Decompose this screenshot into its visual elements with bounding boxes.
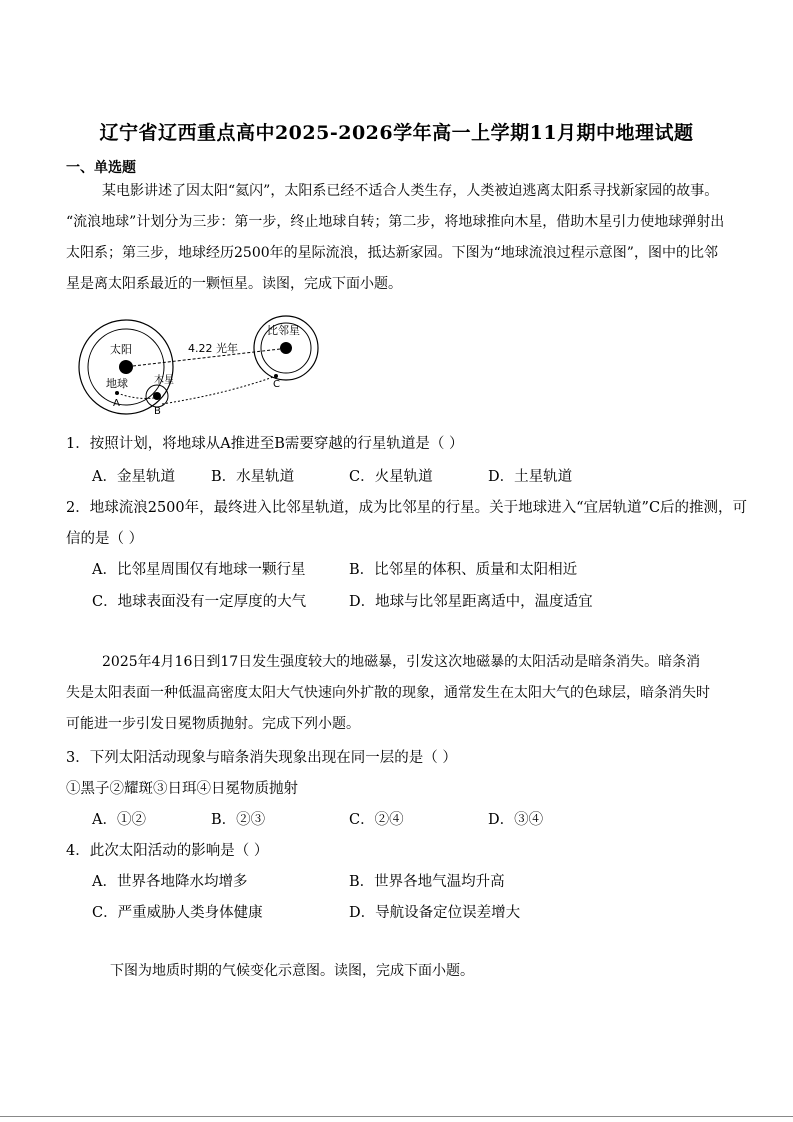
question-4-option-d: D．导航设备定位误差增大 xyxy=(349,905,521,921)
passage2-line-2: 失是太阳表面一种低温高密度太阳大气快速向外扩散的现象，通常发生在太阳大气的色球层，暗条消失时 xyxy=(66,685,710,701)
earth-label: 地球 xyxy=(106,377,128,390)
jupiter-label: 木星 xyxy=(154,375,174,386)
question-4-stem: 4．此次太阳活动的影响是（ ） xyxy=(66,843,269,859)
passage2-line-1: 2025年4月16日到17日发生强度较大的地磁暴，引发这次地磁暴的太阳活动是暗条消失。暗条消 xyxy=(102,654,701,670)
earth-wandering-diagram xyxy=(76,314,326,418)
question-2-option-d: D．地球与比邻星距离适中，温度适宜 xyxy=(349,594,593,610)
passage1-line-3: 太阳系；第三步，地球经历2500年的星际流浪，抵达新家园。下图为“地球流浪过程示意图”，图中的比邻 xyxy=(66,245,718,261)
question-3-option-c: C．②④ xyxy=(349,812,404,828)
passage1-line-1: 某电影讲述了因太阳“氦闪”，太阳系已经不适合人类生存，人类被迫逃离太阳系寻找新家园的故事。 xyxy=(102,183,719,199)
passage3-line: 下图为地质时期的气候变化示意图。读图，完成下面小题。 xyxy=(110,963,474,979)
question-3-option-b: B．②③ xyxy=(211,812,266,828)
question-2-option-c: C．地球表面没有一定厚度的大气 xyxy=(92,594,307,610)
question-2-option-a: A．比邻星周围仅有地球一颗行星 xyxy=(92,562,306,578)
question-2-stem-line-1: 2．地球流浪2500年，最终进入比邻星轨道，成为比邻星的行星。关于地球进入“宜居轨道”C后的推测，可 xyxy=(66,500,748,516)
jupiter-icon xyxy=(153,392,161,400)
question-2-option-b: B．比邻星的体积、质量和太阳相近 xyxy=(349,562,578,578)
page-bottom-divider xyxy=(0,1116,793,1117)
proxima-icon xyxy=(280,342,292,354)
question-4-option-b: B．世界各地气温均升高 xyxy=(349,874,505,890)
sun-label: 太阳 xyxy=(110,343,132,356)
question-3-option-d: D．③④ xyxy=(488,812,544,828)
distance-label: 4.22 光年 xyxy=(188,342,238,355)
path-b-to-c xyxy=(162,376,276,404)
question-1-option-d: D．土星轨道 xyxy=(488,469,573,485)
passage2-line-3: 可能进一步引发日冕物质抛射。完成下列小题。 xyxy=(66,716,360,732)
question-1-stem: 1．按照计划，将地球从A推进至B需要穿越的行星轨道是（ ） xyxy=(66,436,464,452)
question-4-option-a: A．世界各地降水均增多 xyxy=(92,874,248,890)
point-a-label: A xyxy=(113,398,120,409)
question-1-option-a: A．金星轨道 xyxy=(92,469,175,485)
question-1-option-b: B．水星轨道 xyxy=(211,469,295,485)
passage1-line-2: “流浪地球”计划分为三步：第一步，终止地球自转；第二步，将地球推向木星，借助木星引力使地球弹射出 xyxy=(66,214,725,230)
passage1-line-4: 星是离太阳系最近的一颗恒星。读图，完成下面小题。 xyxy=(66,276,402,292)
question-3-option-a: A．①② xyxy=(92,812,146,828)
question-4-option-c: C．严重威胁人类身体健康 xyxy=(92,905,263,921)
proxima-label: 比邻星 xyxy=(267,324,300,337)
question-3-items: ①黑子②耀斑③日珥④日冕物质抛射 xyxy=(66,781,298,797)
page-title: 辽宁省辽西重点高中2025-2026学年高一上学期11月期中地理试题 xyxy=(99,122,694,144)
question-1-option-c: C．火星轨道 xyxy=(349,469,433,485)
sun-icon xyxy=(119,360,133,374)
point-c-label: C xyxy=(273,379,280,390)
point-b-label: B xyxy=(154,406,161,417)
question-2-stem-line-2: 信的是（ ） xyxy=(66,531,144,547)
section-heading: 一、单选题 xyxy=(66,160,136,176)
question-3-stem: 3．下列太阳活动现象与暗条消失现象出现在同一层的是（ ） xyxy=(66,750,457,766)
